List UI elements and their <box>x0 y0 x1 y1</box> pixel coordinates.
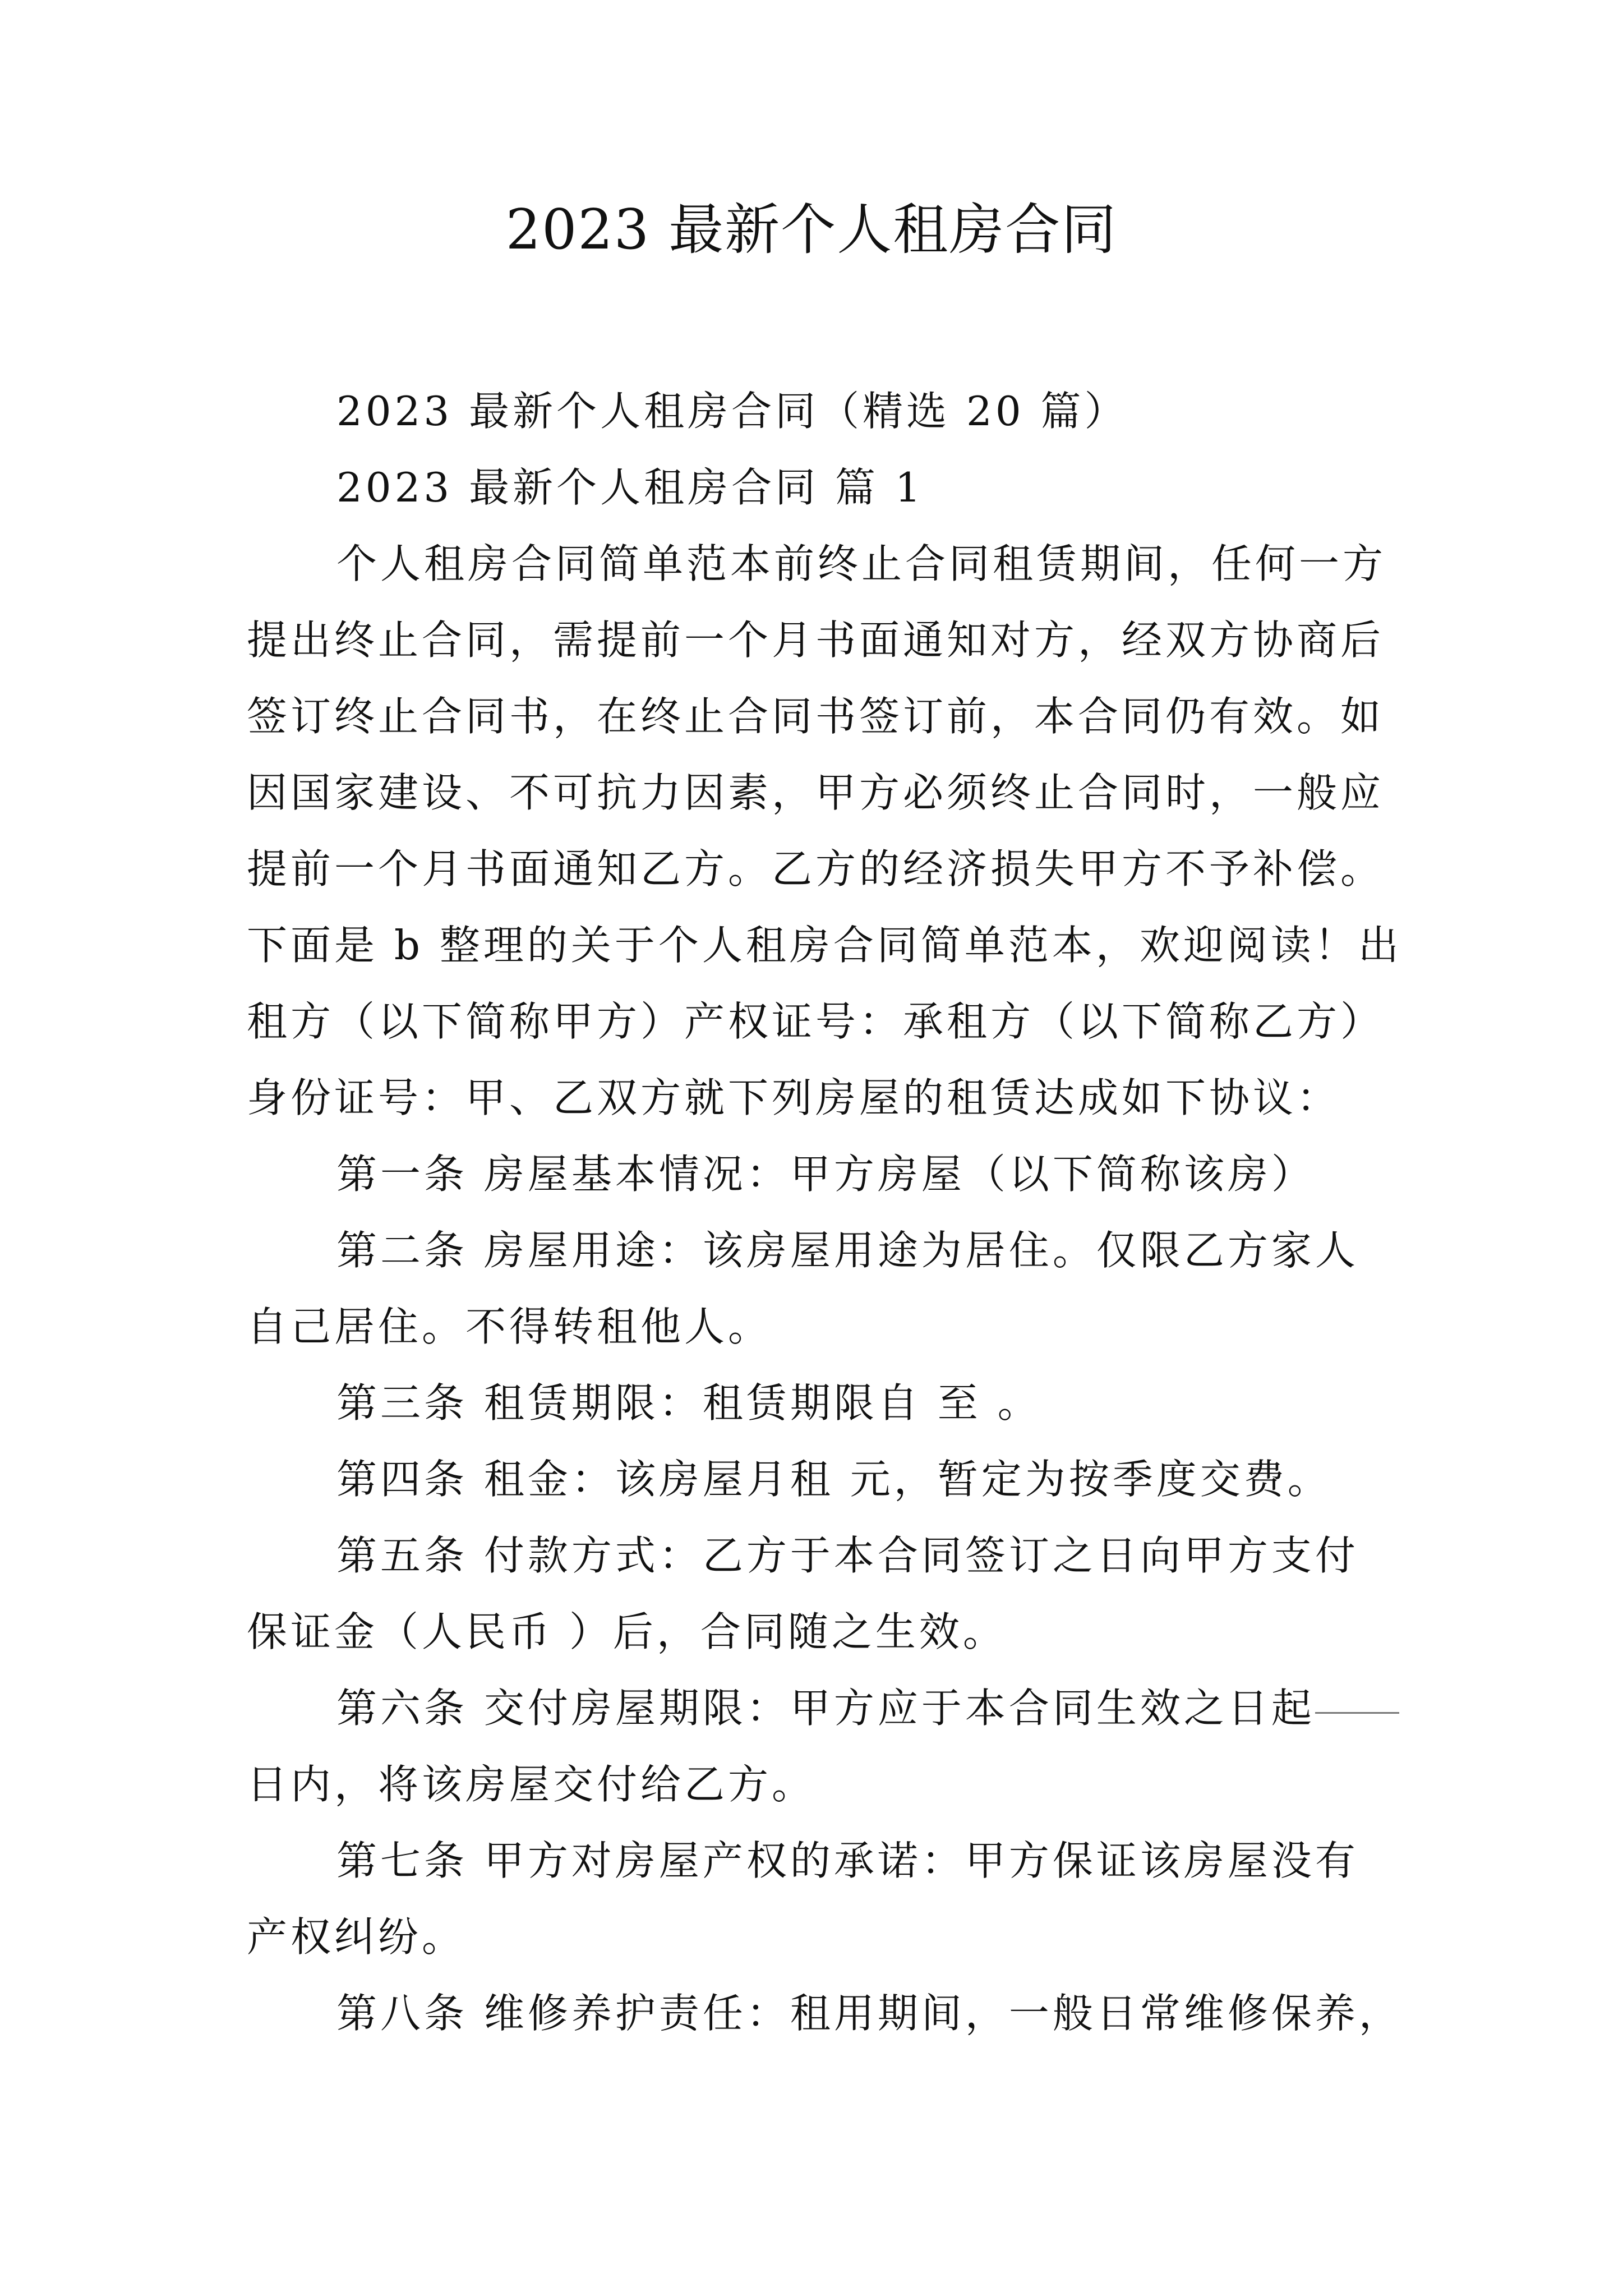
paragraph-line: 提前一个月书面通知乙方。乙方的经济损失甲方不予补偿。 <box>247 845 1385 892</box>
document-body <box>247 373 1403 2051</box>
document-title: 2023 最新个人租房合同 <box>505 198 1118 262</box>
paragraph-line: 提出终止合同，需提前一个月书面通知对方，经双方协商后 <box>247 616 1385 664</box>
section-heading: 2023 最新个人租房合同 篇 1 <box>336 464 924 511</box>
subtitle-line: 2023 最新个人租房合同（精选 20 篇） <box>336 388 1128 435</box>
paragraph-line: 个人租房合同简单范本前终止合同租赁期间，任何一方 <box>336 540 1387 587</box>
paragraph-line: 身份证号：甲、乙双方就下列房屋的租赁达成如下协议： <box>247 1074 1341 1121</box>
clause-7: 第七条 甲方对房屋产权的承诺：甲方保证该房屋没有 <box>336 1837 1359 1884</box>
paragraph-line: 租方（以下简称甲方）产权证号：承租方（以下简称乙方） <box>247 998 1385 1045</box>
clause-6 <box>247 1670 1385 1746</box>
clause-3: 第三条 租赁期限：租赁期限自 至 。 <box>336 1379 1041 1427</box>
clause-6-continued: 日内，将该房屋交付给乙方。 <box>247 1761 816 1808</box>
paragraph-line: 签订终止合同书，在终止合同书签订前，本合同仍有效。如 <box>247 693 1385 740</box>
fill-in-blank <box>1315 1710 1399 1714</box>
clause-6-text: 第六条 交付房屋期限：甲方应于本合同生效之日起 <box>336 1685 1315 1732</box>
clause-2: 第二条 房屋用途：该房屋用途为居住。仅限乙方家人 <box>336 1227 1359 1274</box>
clause-2-continued: 自己居住。不得转租他人。 <box>247 1303 772 1350</box>
clause-5-continued: 保证金（人民币 ）后，合同随之生效。 <box>247 1608 1007 1655</box>
paragraph-line: 下面是 b 整理的关于个人租房合同简单范本，欢迎阅读！出 <box>247 922 1402 969</box>
clause-1: 第一条 房屋基本情况：甲方房屋（以下简称该房） <box>336 1151 1315 1198</box>
clause-7-continued: 产权纠纷。 <box>247 1913 466 1961</box>
clause-4: 第四条 租金：该房屋月租 元，暂定为按季度交费。 <box>336 1456 1331 1503</box>
paragraph-line: 因国家建设、不可抗力因素，甲方必须终止合同时，一般应 <box>247 769 1385 816</box>
clause-5: 第五条 付款方式：乙方于本合同签订之日向甲方支付 <box>336 1532 1359 1579</box>
clause-8: 第八条 维修养护责任：租用期间，一般日常维修保养， <box>336 1990 1403 2037</box>
